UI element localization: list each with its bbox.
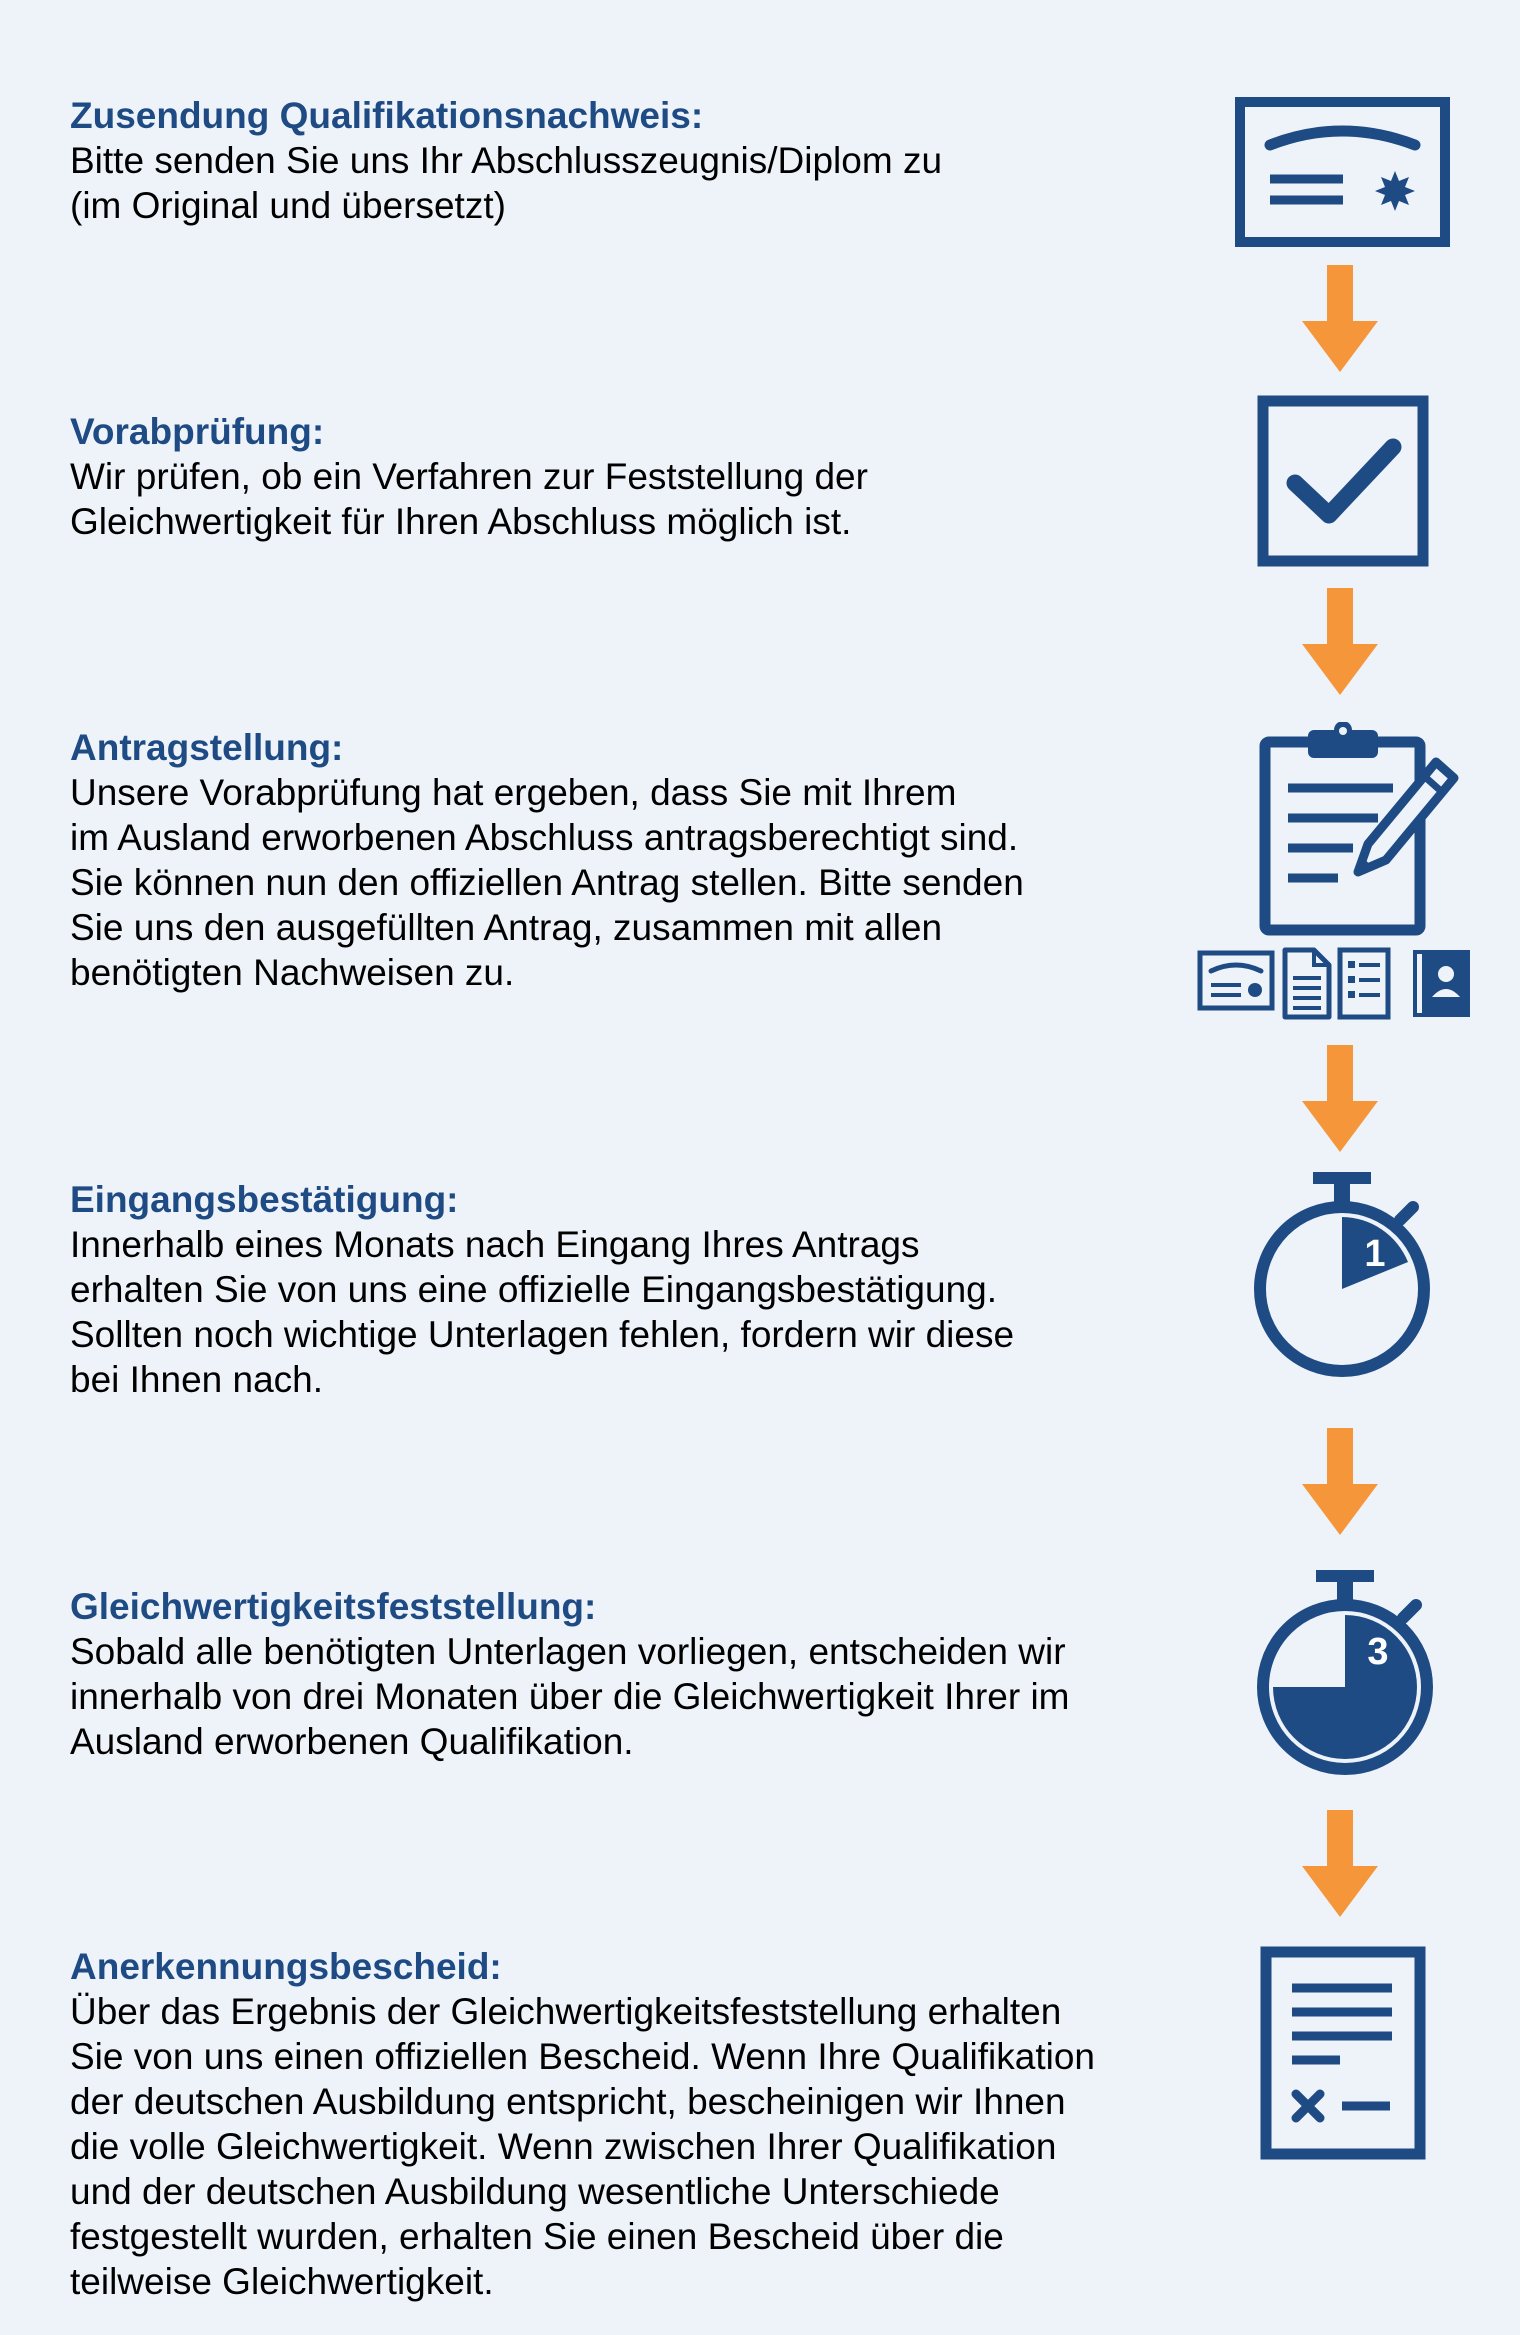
step-title: Antragstellung:	[70, 727, 344, 768]
step-text-line: benötigten Nachweisen zu.	[70, 952, 515, 993]
step-application	[70, 725, 1180, 995]
arrow-down-icon	[1302, 265, 1378, 372]
stopwatch-three-months-icon	[1248, 1570, 1443, 1780]
step-text-line: Sie uns den ausgefüllten Antrag, zusammen mit allen	[70, 907, 943, 948]
step-text-line: Ausland erworbenen Qualifikation.	[70, 1721, 634, 1762]
step-equivalence-assessment	[70, 1584, 1180, 1764]
small-document-icon	[1285, 950, 1329, 1017]
arrow-down-icon	[1302, 588, 1378, 695]
step-title: Vorabprüfung:	[70, 411, 325, 452]
step-title: Eingangsbestätigung:	[70, 1179, 459, 1220]
stopwatch-label: 3	[1367, 1631, 1389, 1673]
step-text-line: innerhalb von drei Monaten über die Gleichwertigkeit Ihrer im	[70, 1676, 1070, 1717]
step-text-line: Sie können nun den offiziellen Antrag stellen. Bitte senden	[70, 862, 1024, 903]
small-certificate-icon	[1200, 953, 1272, 1008]
step-title: Gleichwertigkeitsfeststellung:	[70, 1586, 597, 1627]
checkbox-icon	[1257, 395, 1429, 567]
step-text-line: Sobald alle benötigten Unterlagen vorliegen, entscheiden wir	[70, 1631, 1066, 1672]
step-text-line: Über das Ergebnis der Gleichwertigkeitsfeststellung erhalten	[70, 1991, 1062, 2032]
step-text-line: Bitte senden Sie uns Ihr Abschlusszeugnis/Diplom zu	[70, 140, 943, 181]
step-text-line: erhalten Sie von uns eine offizielle Eingangsbestätigung.	[70, 1269, 998, 1310]
arrow-down-icon	[1302, 1428, 1378, 1535]
step-text-line: Sollten noch wichtige Unterlagen fehlen, fordern wir diese	[70, 1314, 1015, 1355]
arrow-down-icon	[1302, 1045, 1378, 1152]
stopwatch-one-month-icon	[1245, 1172, 1440, 1382]
step-text-line: teilweise Gleichwertigkeit.	[70, 2261, 494, 2302]
step-text-line: Wir prüfen, ob ein Verfahren zur Feststellung der	[70, 456, 868, 497]
step-qualification-submission	[70, 93, 1180, 228]
step-text-line: der deutschen Ausbildung entspricht, bescheinigen wir Ihnen	[70, 2081, 1066, 2122]
step-preliminary-check	[70, 409, 1180, 544]
small-list-icon	[1340, 950, 1388, 1017]
step-text-line: Unsere Vorabprüfung hat ergeben, dass Sie mit Ihrem	[70, 772, 957, 813]
step-title: Zusendung Qualifikationsnachweis:	[70, 95, 704, 136]
step-text-line: Gleichwertigkeit für Ihren Abschluss möglich ist.	[70, 501, 852, 542]
step-text-line: festgestellt wurden, erhalten Sie einen Bescheid über die	[70, 2216, 1004, 2257]
step-text-line: (im Original und übersetzt)	[70, 185, 506, 226]
signed-document-icon	[1260, 1946, 1426, 2160]
step-title: Anerkennungsbescheid:	[70, 1946, 502, 1987]
step-receipt-confirmation	[70, 1177, 1180, 1402]
documents-row-icon	[1197, 945, 1474, 1021]
certificate-icon	[1235, 97, 1450, 247]
step-text-line: im Ausland erworbenen Abschluss antragsberechtigt sind.	[70, 817, 1019, 858]
step-text-line: Sie von uns einen offiziellen Bescheid. Wenn Ihre Qualifikation	[70, 2036, 1095, 2077]
step-text-line: bei Ihnen nach.	[70, 1359, 324, 1400]
arrow-down-icon	[1302, 1810, 1378, 1917]
clipboard-pencil-icon	[1258, 722, 1468, 940]
small-id-card-icon	[1413, 950, 1470, 1017]
step-text-line: die volle Gleichwertigkeit. Wenn zwischen Ihrer Qualifikation	[70, 2126, 1057, 2167]
step-text-line: und der deutschen Ausbildung wesentliche Unterschiede	[70, 2171, 1000, 2212]
stopwatch-label: 1	[1364, 1233, 1386, 1275]
step-text-line: Innerhalb eines Monats nach Eingang Ihres Antrags	[70, 1224, 920, 1265]
step-recognition-notice	[70, 1944, 1180, 2304]
